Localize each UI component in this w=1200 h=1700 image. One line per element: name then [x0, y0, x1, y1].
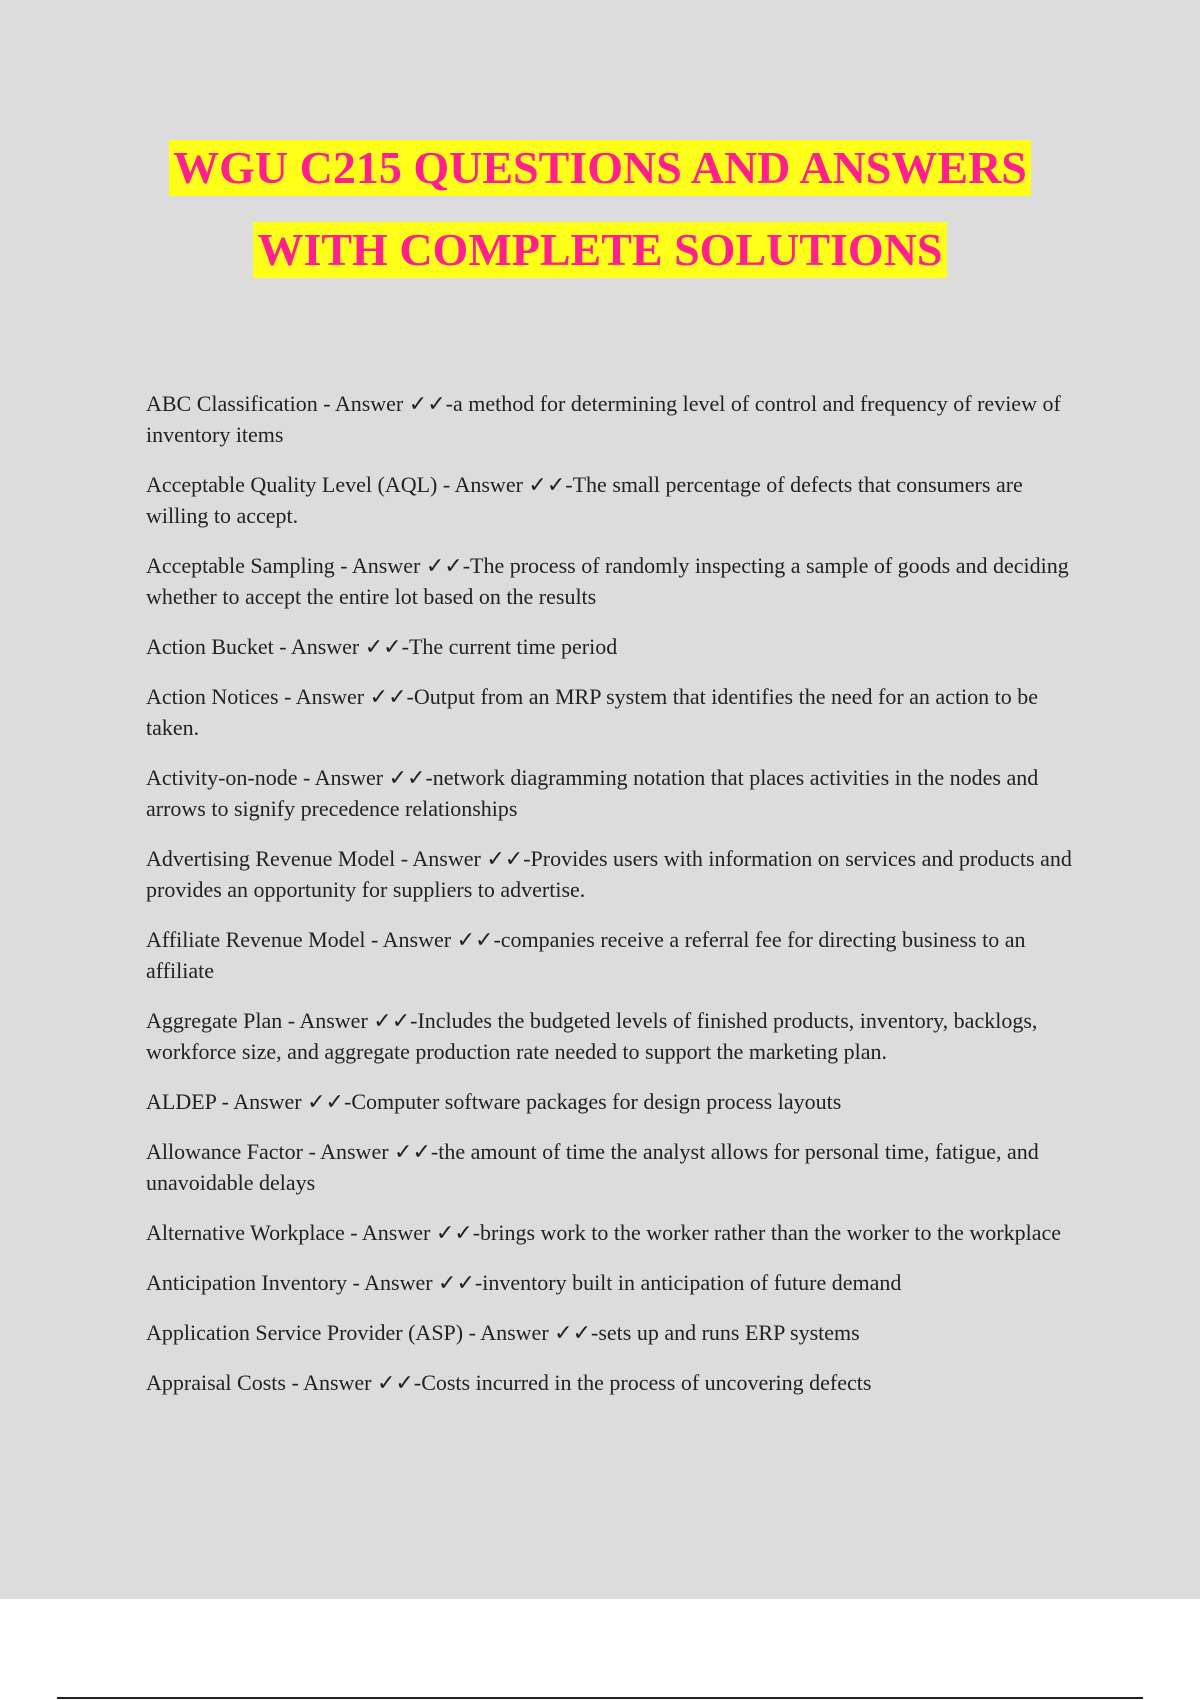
qa-definition: The current time period [408, 634, 618, 659]
qa-item [146, 762, 1086, 824]
qa-term: Application Service Provider (ASP) [146, 1320, 464, 1345]
qa-term: Activity-on-node [146, 765, 298, 790]
qa-list [146, 388, 1086, 1417]
document-title [0, 140, 1200, 278]
qa-definition: The small percentage of defects that consumers are willing to accept. [146, 472, 1023, 528]
answer-marker: - Answer ✓✓- [297, 765, 433, 790]
qa-item [146, 1317, 1086, 1348]
qa-term: Advertising Revenue Model [146, 846, 396, 871]
qa-definition: Output from an MRP system that identifies the need for an action to be taken. [146, 684, 1039, 740]
title-line-1: WGU C215 QUESTIONS AND ANSWERS [169, 140, 1031, 196]
qa-term: Alternative Workplace [146, 1220, 345, 1245]
qa-term: Affiliate Revenue Model [146, 927, 366, 952]
qa-item [146, 1367, 1086, 1398]
qa-item [146, 631, 1086, 662]
qa-definition: Includes the budgeted levels of finished products, inventory, backlogs, workforce size, and aggregate production rate needed to support the marketing plan. [146, 1008, 1038, 1064]
qa-definition: companies receive a referral fee for directing business to an affiliate [146, 927, 1026, 983]
qa-term: Acceptable Sampling [146, 553, 335, 578]
qa-term: Acceptable Quality Level (AQL) [146, 472, 438, 497]
qa-definition: Computer software packages for design process layouts [351, 1089, 842, 1114]
answer-marker: - Answer ✓✓- [317, 391, 453, 416]
qa-item [146, 469, 1086, 531]
answer-marker: - Answer ✓✓- [216, 1089, 352, 1114]
qa-term: Appraisal Costs [146, 1370, 286, 1395]
qa-definition: Costs incurred in the process of uncovering defects [421, 1370, 872, 1395]
answer-marker: - Answer ✓✓- [437, 472, 573, 497]
answer-marker: - Answer ✓✓- [334, 553, 471, 578]
qa-definition: sets up and runs ERP systems [598, 1320, 860, 1345]
qa-item [146, 681, 1086, 743]
qa-term: Anticipation Inventory [146, 1270, 348, 1295]
answer-marker: - Answer ✓✓- [395, 846, 531, 871]
answer-marker: - Answer ✓✓- [365, 927, 501, 952]
qa-item [146, 1086, 1086, 1117]
answer-marker: - Answer ✓✓- [347, 1270, 483, 1295]
qa-definition: the amount of time the analyst allows for personal time, fatigue, and unavoidable delays [146, 1139, 1039, 1195]
qa-definition: Provides users with information on services and products and provides an opportunity for suppliers to advertise. [146, 846, 1072, 902]
qa-item [146, 1267, 1086, 1298]
answer-marker: - Answer ✓✓- [303, 1139, 439, 1164]
footer-rule [57, 1697, 1143, 1699]
qa-item [146, 550, 1086, 612]
answer-marker: - Answer ✓✓- [344, 1220, 481, 1245]
qa-item [146, 843, 1086, 905]
answer-marker: - Answer ✓✓- [463, 1320, 599, 1345]
qa-definition: brings work to the worker rather than the worker to the workplace [480, 1220, 1062, 1245]
qa-term: ABC Classification [146, 391, 318, 416]
qa-item [146, 1005, 1086, 1067]
answer-marker: - Answer ✓✓- [282, 1008, 418, 1033]
qa-definition: network diagramming notation that places activities in the nodes and arrows to signify precedence relationships [146, 765, 1039, 821]
qa-definition: The process of randomly inspecting a sample of goods and deciding whether to accept the entire lot based on the results [146, 553, 1069, 609]
qa-term: ALDEP [146, 1089, 217, 1114]
qa-term: Allowance Factor [146, 1139, 303, 1164]
qa-item [146, 1136, 1086, 1198]
qa-term: Aggregate Plan [146, 1008, 283, 1033]
qa-term: Action Notices [146, 684, 279, 709]
answer-marker: - Answer ✓✓- [285, 1370, 422, 1395]
qa-definition: a method for determining level of control and frequency of review of inventory items [146, 391, 1061, 447]
answer-marker: - Answer ✓✓- [278, 684, 414, 709]
qa-term: Action Bucket [146, 634, 274, 659]
qa-item [146, 388, 1086, 450]
title-line-2: WITH COMPLETE SOLUTIONS [253, 222, 946, 278]
answer-marker: - Answer ✓✓- [273, 634, 409, 659]
qa-item [146, 1217, 1086, 1248]
qa-item [146, 924, 1086, 986]
qa-definition: inventory built in anticipation of future demand [482, 1270, 902, 1295]
